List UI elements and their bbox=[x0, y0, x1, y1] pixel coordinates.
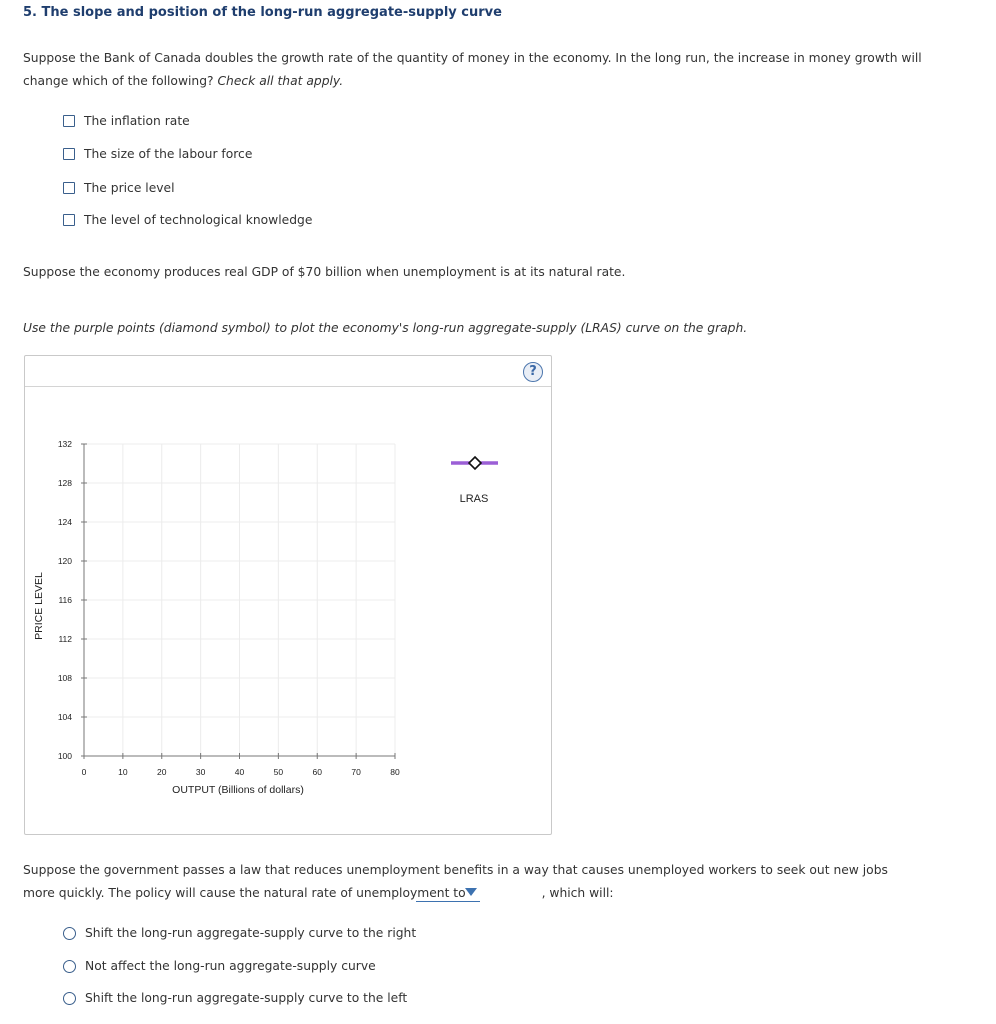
radio-icon[interactable] bbox=[63, 927, 76, 940]
radio-option-shift-right[interactable] bbox=[63, 926, 416, 940]
natural-rate-dropdown[interactable] bbox=[416, 884, 480, 902]
question2-text-part2: , which will: bbox=[541, 886, 614, 900]
radio-label: Shift the long-run aggregate-supply curve to the left bbox=[85, 991, 408, 1005]
checkbox-option-labour-force[interactable] bbox=[63, 147, 252, 161]
checkbox-label: The size of the labour force bbox=[84, 147, 253, 161]
question1-prompt-instruction: Check all that apply. bbox=[217, 74, 344, 88]
radio-option-shift-left[interactable] bbox=[63, 991, 407, 1005]
radio-option-no-effect[interactable] bbox=[63, 959, 376, 973]
scenario-text: Suppose the economy produces real GDP of $70 billion when unemployment is at its natural rate. bbox=[23, 265, 626, 279]
radio-label: Shift the long-run aggregate-supply curve to the right bbox=[85, 926, 417, 940]
y-tick-label: 124 bbox=[57, 517, 72, 527]
page-title: 5. The slope and position of the long-run aggregate-supply curve bbox=[23, 5, 502, 20]
graph-instruction: Use the purple points (diamond symbol) to plot the economy's long-run aggregate-supply (LRAS) curve on the graph. bbox=[23, 321, 748, 335]
checkbox-label: The inflation rate bbox=[84, 114, 190, 128]
help-icon[interactable]: ? bbox=[523, 362, 543, 382]
question1-prompt bbox=[23, 47, 923, 93]
checkbox-label: The price level bbox=[84, 181, 175, 195]
checkbox-option-technological-knowledge[interactable] bbox=[63, 213, 312, 227]
radio-label: Not affect the long-run aggregate-supply curve bbox=[85, 959, 376, 973]
graph-panel bbox=[24, 355, 552, 835]
checkbox-option-inflation-rate[interactable] bbox=[63, 114, 190, 128]
checkbox-option-price-level[interactable] bbox=[63, 181, 175, 195]
lras-legend-label: LRAS bbox=[459, 493, 489, 505]
chart-grid bbox=[84, 444, 395, 756]
lras-legend-tool[interactable] bbox=[451, 457, 498, 469]
y-tick-label: 116 bbox=[58, 595, 72, 605]
checkbox-icon[interactable] bbox=[63, 214, 75, 226]
radio-icon[interactable] bbox=[63, 992, 76, 1005]
lras-chart[interactable] bbox=[25, 356, 551, 834]
x-tick-label: 30 bbox=[195, 767, 206, 777]
chevron-down-icon[interactable] bbox=[465, 888, 477, 896]
x-tick-label: 20 bbox=[157, 767, 167, 777]
chart-ticks bbox=[58, 439, 400, 777]
x-tick-label: 80 bbox=[390, 767, 400, 777]
x-axis-label: OUTPUT (Billions of dollars) bbox=[172, 784, 304, 796]
y-tick-label: 132 bbox=[57, 439, 72, 449]
checkbox-icon[interactable] bbox=[63, 182, 75, 194]
y-tick-label: 128 bbox=[57, 478, 72, 488]
y-tick-label: 120 bbox=[57, 556, 72, 566]
diamond-icon[interactable] bbox=[469, 457, 481, 469]
x-tick-label: 70 bbox=[351, 767, 361, 777]
checkbox-icon[interactable] bbox=[63, 115, 75, 127]
checkbox-label: The level of technological knowledge bbox=[84, 213, 313, 227]
x-tick-label: 50 bbox=[273, 767, 284, 777]
y-tick-label: 104 bbox=[57, 712, 72, 722]
x-tick-label: 0 bbox=[81, 767, 87, 777]
question2-text-part1: Suppose the government passes a law that reduces unemployment benefits in a way that causes unemployed workers to seek out new jobs more quickly. The policy will cause the natural rate of unemployment to bbox=[23, 863, 888, 900]
x-tick-label: 40 bbox=[234, 767, 245, 777]
y-tick-label: 100 bbox=[57, 751, 72, 761]
y-tick-label: 112 bbox=[58, 634, 72, 644]
question1-prompt-main: Suppose the Bank of Canada doubles the growth rate of the quantity of money in the economy. In the long run, the increase in money growth will change which of the following? bbox=[23, 51, 922, 88]
checkbox-icon[interactable] bbox=[63, 148, 75, 160]
radio-icon[interactable] bbox=[63, 960, 76, 973]
x-tick-label: 10 bbox=[118, 767, 128, 777]
x-tick-label: 60 bbox=[312, 767, 322, 777]
y-tick-label: 108 bbox=[57, 673, 72, 683]
y-axis-label: PRICE LEVEL bbox=[33, 572, 45, 640]
